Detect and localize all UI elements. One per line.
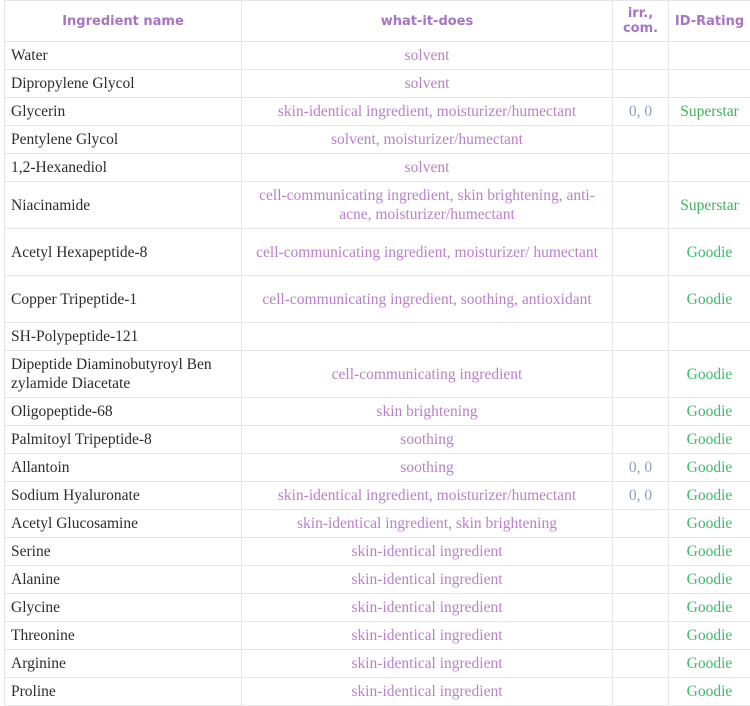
what-it-does-link[interactable]: cell-communicating ingredient, soothing, antioxidant [242, 276, 613, 323]
table-row [5, 42, 750, 70]
table-row [5, 126, 750, 154]
table-row [5, 594, 750, 622]
id-rating-link[interactable] [669, 126, 750, 154]
ingredient-name-link[interactable]: Water [5, 42, 242, 70]
irr-com-value: 0, 0 [613, 454, 669, 482]
id-rating-link[interactable]: Goodie [669, 594, 750, 622]
irr-com-value [613, 126, 669, 154]
irr-com-value [613, 351, 669, 398]
table-row [5, 276, 750, 323]
ingredient-name-link[interactable]: Glycerin [5, 98, 242, 126]
ingredient-name-link[interactable]: Dipeptide Diaminobutyroyl Ben zylamide Diacetate [5, 351, 242, 398]
irr-com-value [613, 398, 669, 426]
irr-com-value [613, 510, 669, 538]
irr-header-line2: com. [623, 21, 658, 36]
what-it-does-link[interactable]: skin-identical ingredient [242, 566, 613, 594]
irr-com-value [613, 42, 669, 70]
irr-com-value [613, 594, 669, 622]
table-row [5, 482, 750, 510]
column-header-what-it-does[interactable]: what-it-does [242, 1, 613, 42]
what-it-does-link[interactable]: soothing [242, 426, 613, 454]
ingredient-name-link[interactable]: Sodium Hyaluronate [5, 482, 242, 510]
irr-com-value [613, 70, 669, 98]
id-rating-link[interactable] [669, 323, 750, 351]
ingredient-name-link[interactable]: Oligopeptide-68 [5, 398, 242, 426]
ingredient-name-link[interactable]: Palmitoyl Tripeptide-8 [5, 426, 242, 454]
what-it-does-link[interactable]: soothing [242, 454, 613, 482]
column-header-ingredient-name[interactable]: Ingredient name [5, 1, 242, 42]
table-row [5, 510, 750, 538]
ingredient-name-link[interactable]: Alanine [5, 566, 242, 594]
what-it-does-link[interactable]: solvent [242, 70, 613, 98]
table-row [5, 398, 750, 426]
id-rating-link[interactable]: Goodie [669, 650, 750, 678]
table-row [5, 154, 750, 182]
column-header-id-rating[interactable]: ID-Rating [669, 1, 750, 42]
what-it-does-link[interactable]: solvent [242, 42, 613, 70]
what-it-does-link[interactable]: cell-communicating ingredient, skin brightening, anti-acne, moisturizer/humectant [242, 182, 613, 229]
ingredient-name-link[interactable]: 1,2-Hexanediol [5, 154, 242, 182]
what-it-does-link[interactable]: solvent, moisturizer/humectant [242, 126, 613, 154]
what-it-does-link[interactable]: skin-identical ingredient, skin brightening [242, 510, 613, 538]
irr-com-value [613, 323, 669, 351]
ingredient-name-link[interactable]: Dipropylene Glycol [5, 70, 242, 98]
id-rating-link[interactable]: Goodie [669, 678, 750, 706]
what-it-does-link[interactable] [242, 323, 613, 351]
ingredient-name-link[interactable]: Proline [5, 678, 242, 706]
id-rating-link[interactable]: Goodie [669, 510, 750, 538]
what-it-does-link[interactable]: cell-communicating ingredient [242, 351, 613, 398]
ingredient-name-link[interactable]: Arginine [5, 650, 242, 678]
irr-com-value [613, 154, 669, 182]
table-row [5, 678, 750, 706]
table-row [5, 98, 750, 126]
table-row [5, 182, 750, 229]
table-row [5, 229, 750, 276]
id-rating-link[interactable]: Goodie [669, 482, 750, 510]
id-rating-link[interactable]: Goodie [669, 566, 750, 594]
table-row [5, 622, 750, 650]
id-rating-link[interactable]: Goodie [669, 351, 750, 398]
ingredient-name-link[interactable]: Allantoin [5, 454, 242, 482]
id-rating-link[interactable]: Superstar [669, 182, 750, 229]
what-it-does-link[interactable]: skin-identical ingredient [242, 622, 613, 650]
ingredient-name-link[interactable]: Serine [5, 538, 242, 566]
irr-com-value [613, 566, 669, 594]
irr-com-value [613, 229, 669, 276]
irr-com-value [613, 622, 669, 650]
id-rating-link[interactable] [669, 70, 750, 98]
what-it-does-link[interactable]: skin-identical ingredient [242, 650, 613, 678]
id-rating-link[interactable] [669, 42, 750, 70]
ingredient-name-link[interactable]: Acetyl Hexapeptide-8 [5, 229, 242, 276]
id-rating-link[interactable]: Superstar [669, 98, 750, 126]
ingredient-name-link[interactable]: Niacinamide [5, 182, 242, 229]
id-rating-link[interactable]: Goodie [669, 276, 750, 323]
id-rating-link[interactable]: Goodie [669, 538, 750, 566]
irr-header-line1: irr., [628, 6, 653, 21]
table-row [5, 323, 750, 351]
ingredients-table [4, 0, 750, 706]
id-rating-link[interactable]: Goodie [669, 454, 750, 482]
table-header-row [5, 1, 750, 42]
ingredient-name-link[interactable]: SH-Polypeptide-121 [5, 323, 242, 351]
table-row [5, 650, 750, 678]
ingredient-name-link[interactable]: Threonine [5, 622, 242, 650]
table-row [5, 566, 750, 594]
what-it-does-link[interactable]: skin-identical ingredient [242, 538, 613, 566]
irr-com-value [613, 426, 669, 454]
table-row [5, 426, 750, 454]
what-it-does-link[interactable]: skin-identical ingredient [242, 594, 613, 622]
ingredient-name-link[interactable]: Copper Tripeptide-1 [5, 276, 242, 323]
what-it-does-link[interactable]: solvent [242, 154, 613, 182]
table-row [5, 454, 750, 482]
what-it-does-link[interactable]: skin-identical ingredient, moisturizer/humectant [242, 98, 613, 126]
id-rating-link[interactable]: Goodie [669, 622, 750, 650]
ingredient-name-link[interactable]: Acetyl Glucosamine [5, 510, 242, 538]
what-it-does-link[interactable]: skin-identical ingredient, moisturizer/humectant [242, 482, 613, 510]
table-row [5, 70, 750, 98]
ingredient-name-link[interactable]: Glycine [5, 594, 242, 622]
irr-com-value [613, 678, 669, 706]
irr-com-value [613, 538, 669, 566]
what-it-does-link[interactable]: skin brightening [242, 398, 613, 426]
irr-com-value [613, 650, 669, 678]
what-it-does-link[interactable]: cell-communicating ingredient, moisturizer/ humectant [242, 229, 613, 276]
id-rating-link[interactable]: Goodie [669, 229, 750, 276]
table-row [5, 351, 750, 398]
irr-com-value [613, 182, 669, 229]
table-row [5, 538, 750, 566]
column-header-irritancy-comedogenicity[interactable] [613, 1, 669, 42]
ingredient-name-link[interactable]: Pentylene Glycol [5, 126, 242, 154]
irr-com-value: 0, 0 [613, 98, 669, 126]
id-rating-link[interactable] [669, 154, 750, 182]
irr-com-value: 0, 0 [613, 482, 669, 510]
id-rating-link[interactable]: Goodie [669, 398, 750, 426]
irr-com-value [613, 276, 669, 323]
id-rating-link[interactable]: Goodie [669, 426, 750, 454]
what-it-does-link[interactable]: skin-identical ingredient [242, 678, 613, 706]
